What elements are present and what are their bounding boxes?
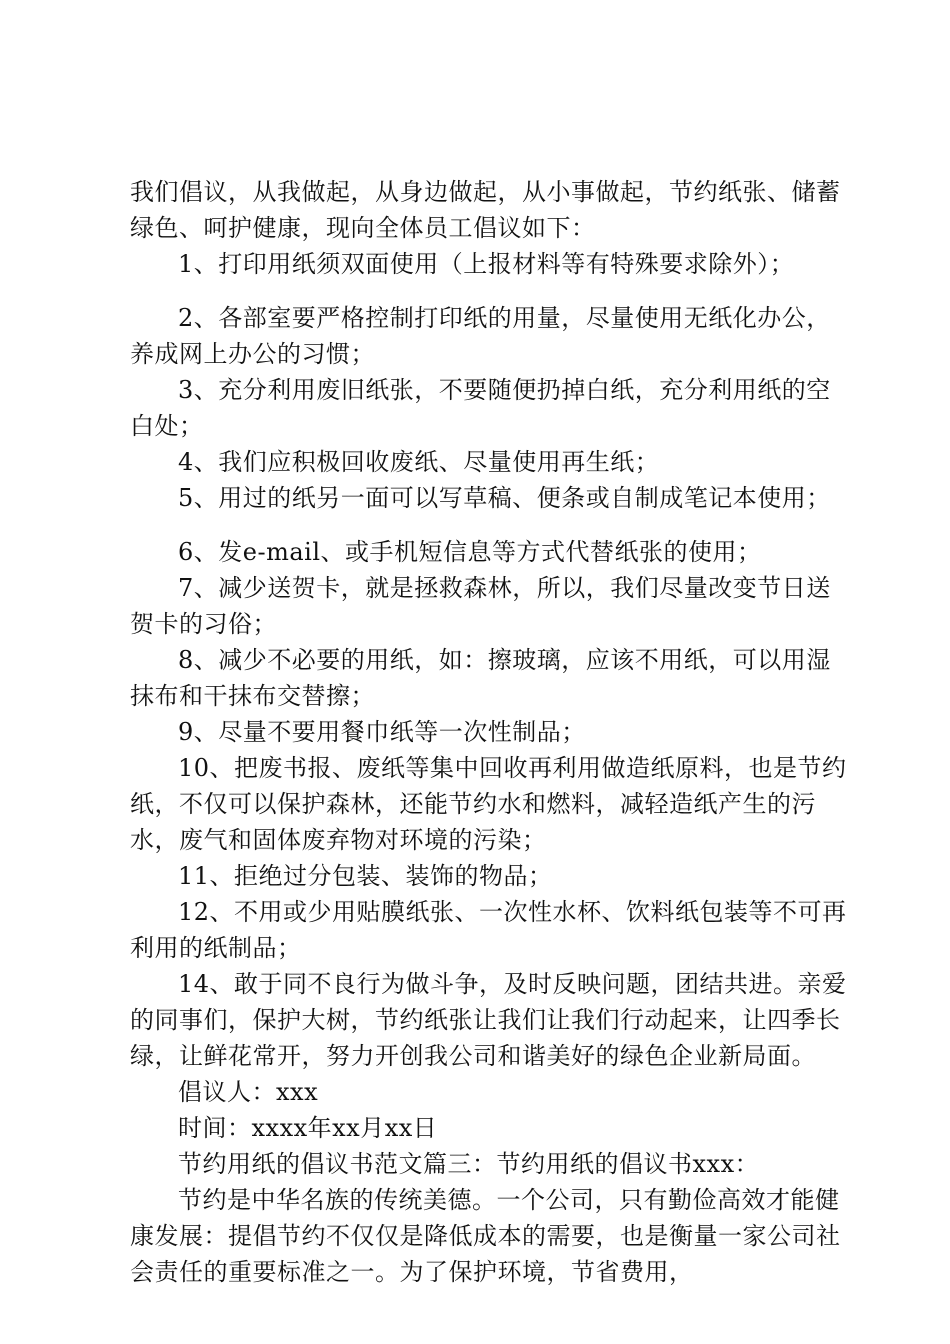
item-4: 4、我们应积极回收废纸、尽量使用再生纸； xyxy=(178,448,660,476)
item-3: 3、充分利用废旧纸张，不要随便扔掉白纸，充分利用纸的空白处； xyxy=(130,376,831,440)
initiator-line: 倡议人：xxx xyxy=(178,1078,319,1106)
section-heading: 节约用纸的倡议书范文篇三：节约用纸的倡议书xxx： xyxy=(178,1150,760,1178)
intro-paragraph: 我们倡议，从我做起，从身边做起，从小事做起，节约纸张、储蓄绿色、呵护健康，现向全体员工倡议如下： xyxy=(130,178,841,242)
item-14: 14、敢于同不良行为做斗争，及时反映问题，团结共进。亲爱的同事们，保护大树，节约纸张让我们让我们行动起来，让四季长绿，让鲜花常开，努力开创我公司和谐美好的绿色企业新局面。 xyxy=(130,970,847,1070)
item-8: 8、减少不必要的用纸，如：擦玻璃，应该不用纸，可以用湿抹布和干抹布交替擦； xyxy=(130,646,831,710)
item-2: 2、各部室要严格控制打印纸的用量，尽量使用无纸化办公，养成网上办公的习惯； xyxy=(130,304,831,368)
item-5: 5、用过的纸另一面可以写草稿、便条或自制成笔记本使用； xyxy=(178,484,831,512)
date-line: 时间：xxxx年xx月xx日 xyxy=(178,1114,438,1142)
item-7: 7、减少送贺卡，就是拯救森林，所以，我们尽量改变节日送贺卡的习俗； xyxy=(130,574,831,638)
item-9: 9、尽量不要用餐巾纸等一次性制品； xyxy=(178,718,586,746)
item-1: 1、打印用纸须双面使用（上报材料等有特殊要求除外）； xyxy=(178,250,795,278)
item-10: 10、把废书报、废纸等集中回收再利用做造纸原料，也是节约纸，不仅可以保护森林，还能节约水和燃料，减轻造纸产生的污水，废气和固体废弃物对环境的污染； xyxy=(130,754,847,854)
document-body xyxy=(130,174,850,1290)
item-6: 6、发e-mail、或手机短信息等方式代替纸张的使用； xyxy=(178,538,762,566)
item-12: 12、不用或少用贴膜纸张、一次性水杯、饮料纸包装等不可再利用的纸制品； xyxy=(130,898,847,962)
item-11: 11、拒绝过分包装、装饰的物品； xyxy=(178,862,553,890)
closing-paragraph: 节约是中华名族的传统美德。一个公司，只有勤俭高效才能健康发展：提倡节约不仅仅是降低成本的需要，也是衡量一家公司社会责任的重要标准之一。为了保护环境，节省费用， xyxy=(130,1186,841,1286)
